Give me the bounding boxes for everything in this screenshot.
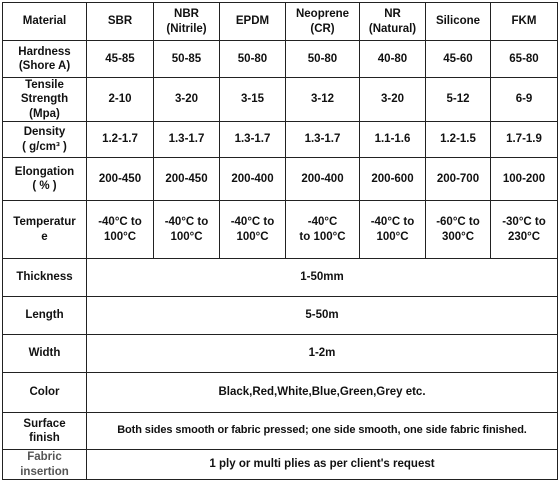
table-cell: 50-80 bbox=[286, 41, 360, 78]
table-row-temperature bbox=[3, 201, 558, 259]
header-cell-silicone: Silicone bbox=[426, 3, 491, 41]
table-cell: 45-60 bbox=[426, 41, 491, 78]
table-cell-wide: 1-2m bbox=[87, 335, 558, 373]
row-label: Tensile Strength (Mpa) bbox=[3, 78, 87, 122]
header-cell-nbr: NBR (Nitrile) bbox=[154, 3, 220, 41]
table-cell: 200-600 bbox=[360, 158, 426, 201]
table-cell: 45-85 bbox=[87, 41, 154, 78]
spec-table-container bbox=[2, 2, 558, 480]
row-label: Thickness bbox=[3, 259, 87, 297]
table-row-elongation bbox=[3, 158, 558, 201]
table-cell: 1.3-1.7 bbox=[220, 122, 286, 158]
row-label: Density ( g/cm³ ) bbox=[3, 122, 87, 158]
header-cell-sbr: SBR bbox=[87, 3, 154, 41]
table-cell: 40-80 bbox=[360, 41, 426, 78]
table-cell-wide: 1-50mm bbox=[87, 259, 558, 297]
table-cell: 2-10 bbox=[87, 78, 154, 122]
table-cell-wide: Both sides smooth or fabric pressed; one side smooth, one side fabric finished. bbox=[87, 413, 558, 450]
table-cell: 200-400 bbox=[220, 158, 286, 201]
table-cell-wide: 1 ply or multi plies as per client's request bbox=[87, 450, 558, 480]
header-cell-nr: NR (Natural) bbox=[360, 3, 426, 41]
table-cell: 100-200 bbox=[491, 158, 558, 201]
table-cell: 1.7-1.9 bbox=[491, 122, 558, 158]
table-cell: 50-80 bbox=[220, 41, 286, 78]
header-cell-material: Material bbox=[3, 3, 87, 41]
table-cell: 200-400 bbox=[286, 158, 360, 201]
row-label: Color bbox=[3, 373, 87, 413]
table-row-tensile-strength bbox=[3, 78, 558, 122]
table-cell: 1.3-1.7 bbox=[286, 122, 360, 158]
table-row-density bbox=[3, 122, 558, 158]
table-cell: -60°C to 300°C bbox=[426, 201, 491, 259]
table-cell: 3-20 bbox=[154, 78, 220, 122]
table-cell: 65-80 bbox=[491, 41, 558, 78]
table-row-thickness bbox=[3, 259, 558, 297]
row-label: Temperatur e bbox=[3, 201, 87, 259]
table-cell: -40°C to 100°C bbox=[220, 201, 286, 259]
table-cell: 3-20 bbox=[360, 78, 426, 122]
rubber-spec-table bbox=[2, 2, 558, 480]
table-cell-wide: Black,Red,White,Blue,Green,Grey etc. bbox=[87, 373, 558, 413]
table-row-width bbox=[3, 335, 558, 373]
table-row-color bbox=[3, 373, 558, 413]
row-label: Width bbox=[3, 335, 87, 373]
table-cell: 1.3-1.7 bbox=[154, 122, 220, 158]
table-cell: -40°C to 100°C bbox=[360, 201, 426, 259]
row-label: Hardness (Shore A) bbox=[3, 41, 87, 78]
table-cell: 6-9 bbox=[491, 78, 558, 122]
table-cell-wide: 5-50m bbox=[87, 297, 558, 335]
table-cell: -40°C to 100°C bbox=[87, 201, 154, 259]
table-header-row bbox=[3, 3, 558, 41]
table-cell: -40°C to 100°C bbox=[154, 201, 220, 259]
header-cell-neoprene: Neoprene (CR) bbox=[286, 3, 360, 41]
table-row-length bbox=[3, 297, 558, 335]
table-cell: 200-450 bbox=[87, 158, 154, 201]
table-cell: 1.2-1.5 bbox=[426, 122, 491, 158]
table-cell: 3-15 bbox=[220, 78, 286, 122]
table-cell: 200-450 bbox=[154, 158, 220, 201]
table-cell: 200-700 bbox=[426, 158, 491, 201]
row-label: Elongation ( % ) bbox=[3, 158, 87, 201]
table-cell: -40°C to 100°C bbox=[286, 201, 360, 259]
table-cell: 1.2-1.7 bbox=[87, 122, 154, 158]
table-cell: 5-12 bbox=[426, 78, 491, 122]
row-label: Length bbox=[3, 297, 87, 335]
table-cell: 50-85 bbox=[154, 41, 220, 78]
table-row-hardness bbox=[3, 41, 558, 78]
table-cell: 1.1-1.6 bbox=[360, 122, 426, 158]
table-row-fabric-insertion bbox=[3, 450, 558, 480]
row-label: Surface finish bbox=[3, 413, 87, 450]
row-label: Fabric insertion bbox=[3, 450, 87, 480]
header-cell-epdm: EPDM bbox=[220, 3, 286, 41]
header-cell-fkm: FKM bbox=[491, 3, 558, 41]
table-row-surface-finish bbox=[3, 413, 558, 450]
table-cell: 3-12 bbox=[286, 78, 360, 122]
table-cell: -30°C to 230°C bbox=[491, 201, 558, 259]
